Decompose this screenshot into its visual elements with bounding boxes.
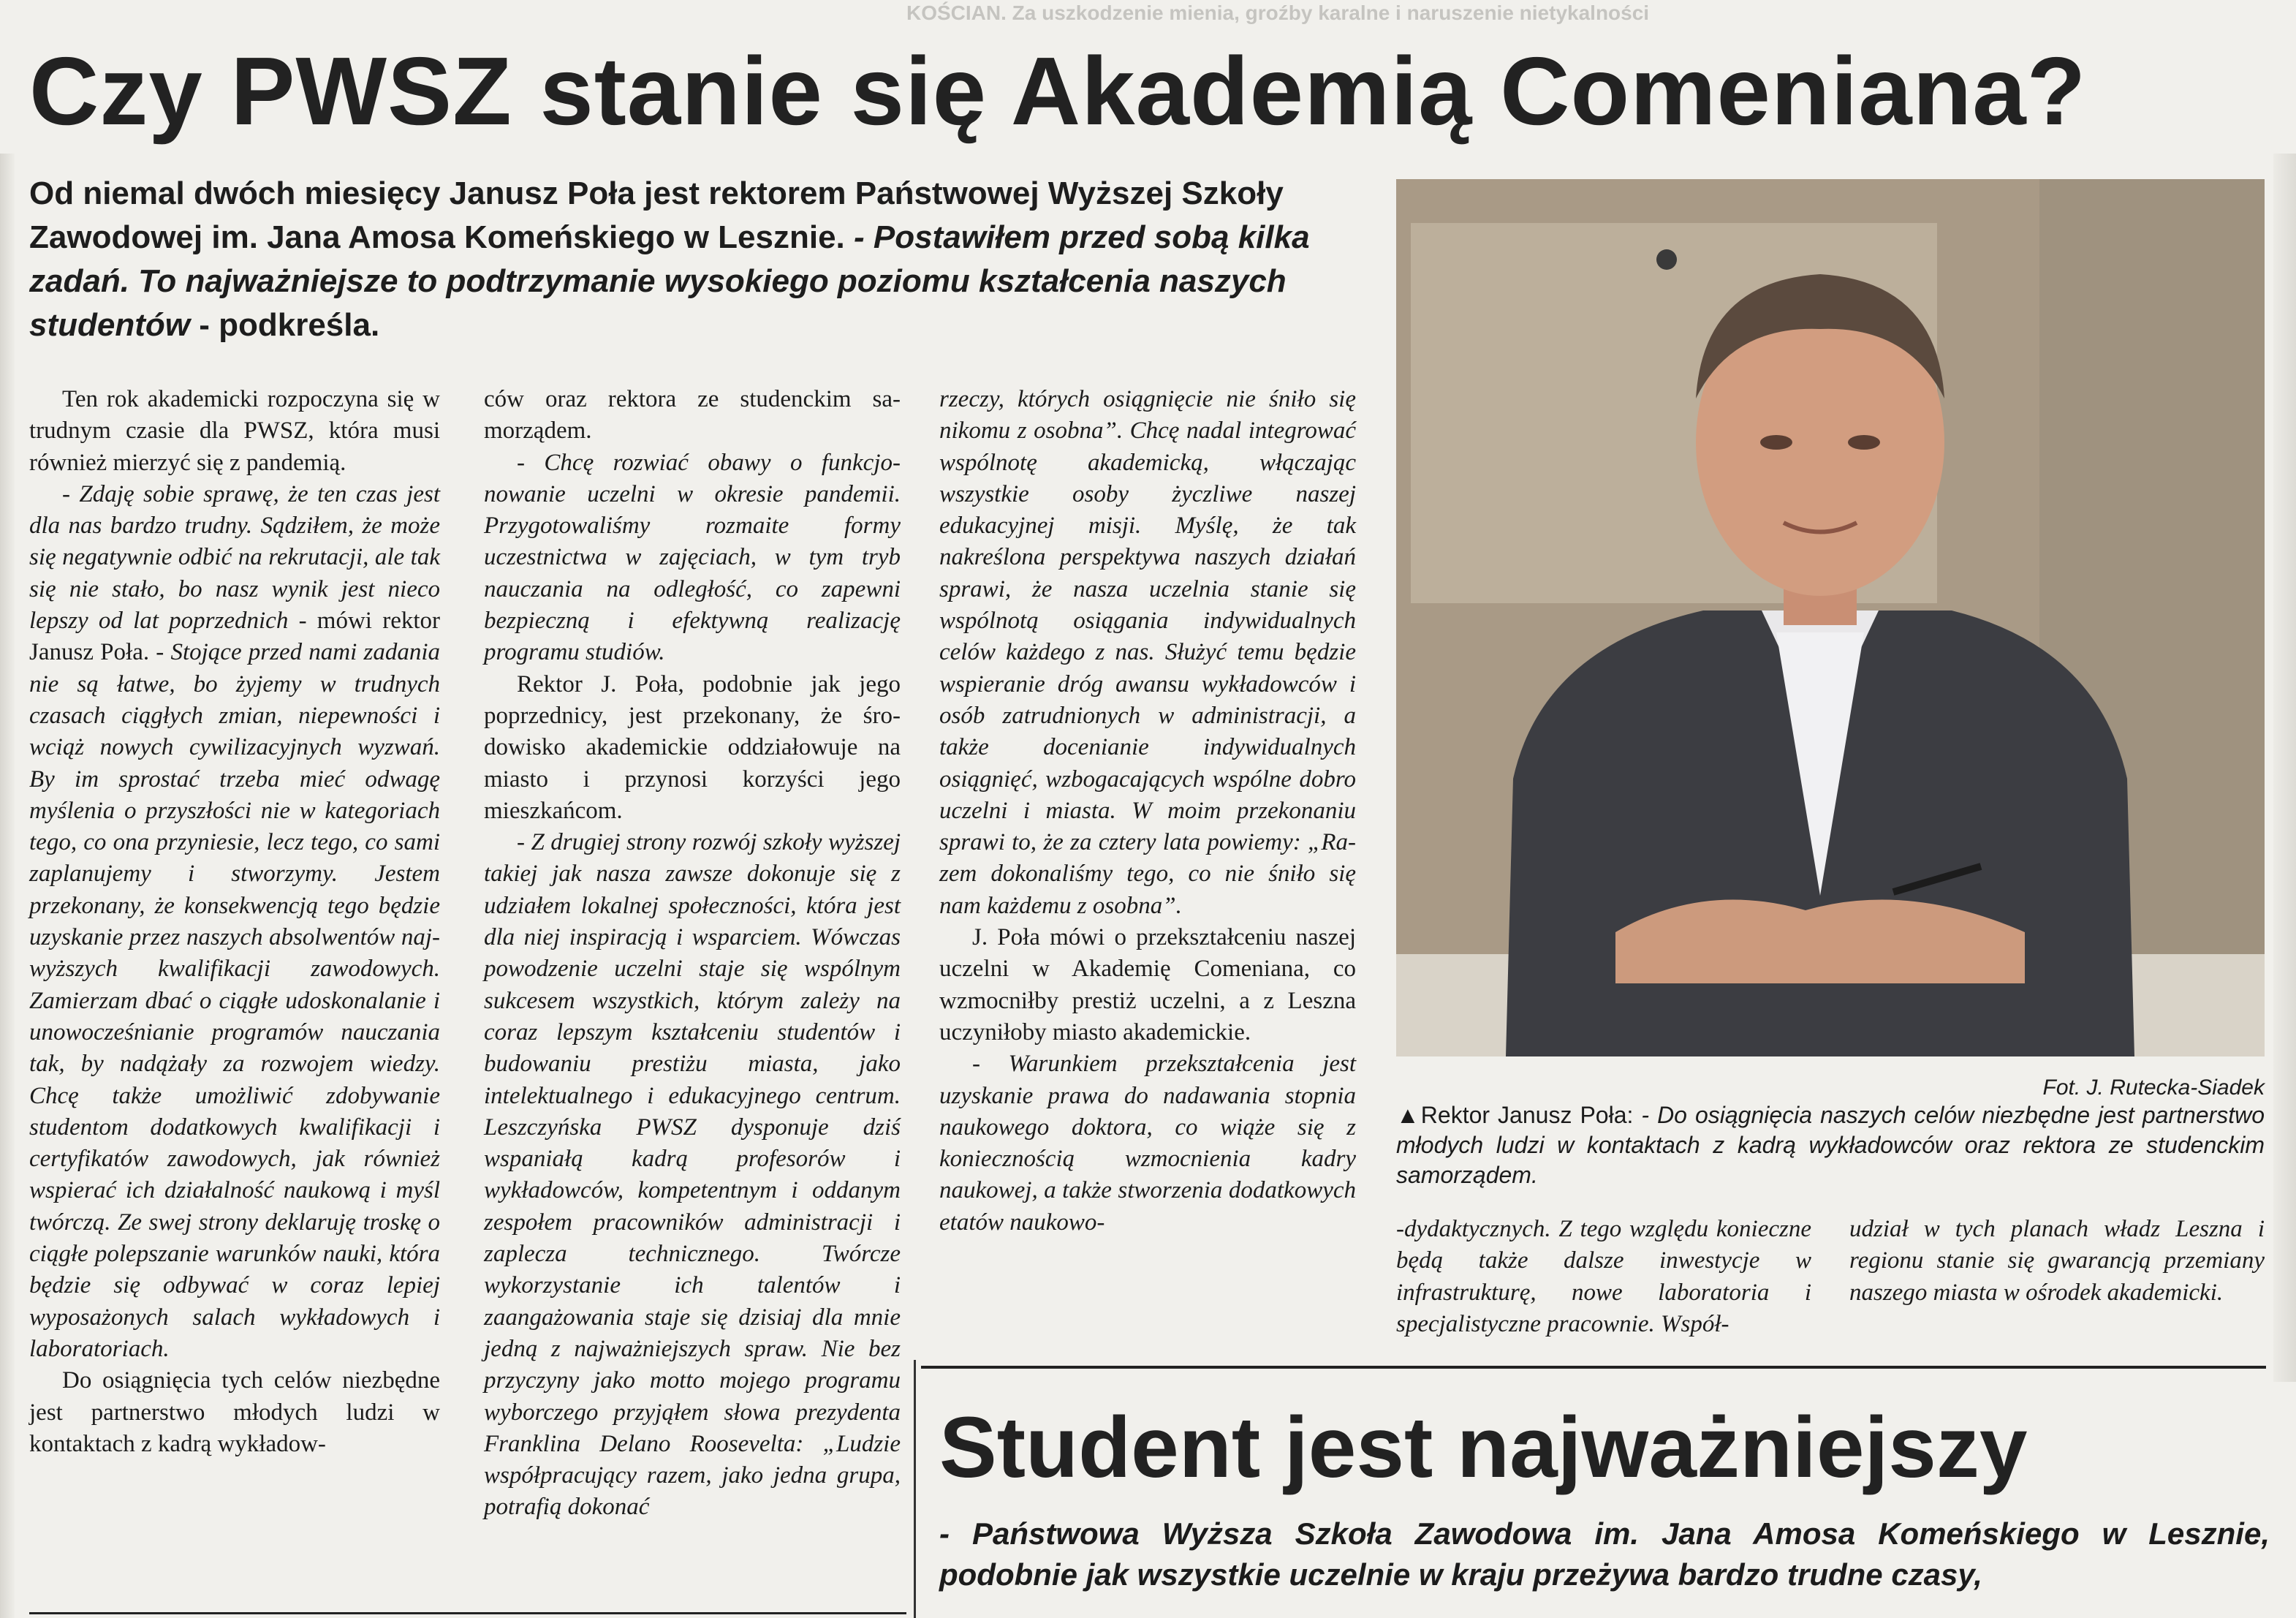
article-column-2 bbox=[484, 384, 901, 1524]
body-paragraph bbox=[939, 384, 1356, 922]
lead-bold: Od niemal dwóch miesięcy Janusz Poła jest rektorem Państwowej Wyższej Szkoły Zawodowej im. Jana Amosa Komeńskiego w Lesznie. bbox=[29, 175, 1284, 255]
body-paragraph bbox=[484, 447, 901, 669]
headline: Czy PWSZ stanie się Akademią Comeniana? bbox=[29, 37, 2087, 145]
body-paragraph bbox=[29, 1365, 440, 1460]
body-quote: - Stojące przed nami zadania nie są łatwe, bo żyjemy w trudnych czasach ciągłych zmian, niepewności i wciąż nowych cywilizacyjnych wyzwań. By im sprostać trzeba mieć odwagę myślenia o przyszłości nie w kategoriach tego, co ona przyniesie, lecz tego, co sami zaplanujemy i stworzymy. Jestem przekonany, że konsekwencją tego będzie uzyskanie przez naszych absolwentów najwyższych kwalifikacji zawodowych. Zamierzam dbać o ciągłe udoskonalanie i unowocześnianie programów nauczania tak, by nadążały za rozwojem wiedzy. Chcę także umożliwić zdobywanie studentom dodatkowych kwalifikacji i certyfikatów zawodowych, jak również wspierać ich działalność naukową i myśl twórczą. Ze swej strony deklaruję troskę o ciągłe polepszanie warunków nauki, która będzie się odbywać w coraz lepiej wyposażonych salach wykładowych i laboratoriach. bbox=[29, 639, 440, 1362]
photo-caption bbox=[1396, 1100, 2265, 1190]
article-column-3 bbox=[939, 384, 1356, 1239]
second-article-lead: - Państwowa Wyższa Szkoła Zawodowa im. Jana Amosa Komeńskiego w Lesznie, podobnie jak wszystkie uczelnie w kraju przeżywa bardzo trudne czasy, bbox=[939, 1516, 2270, 1592]
caption-text: - Do osiągnięcia naszych celów niezbędne jest partnerstwo młodych ludzi w kontaktach z kadrą wykładowców oraz rektora ze studenckim samorządem. bbox=[1396, 1102, 2265, 1188]
lead-quote: - Postawiłem przed sobą kilka zadań. To najważniejsze to podtrzymanie wysokiego poziomu kształcenia naszych studentów bbox=[29, 219, 1310, 343]
body-paragraph bbox=[29, 384, 440, 479]
body-text: Do osiągnięcia tych celów niezbędne jest partnerstwo młodych ludzi w kontaktach z kadrą wykładow- bbox=[29, 1367, 440, 1457]
body-text: J. Poła mówi o przekształceniu naszej uczelni w Akademię Comeniana, co wzmocniłby prestiż uczelni, a z Leszna uczyniłoby miasto akademickie. bbox=[939, 924, 1356, 1046]
article-divider bbox=[921, 1366, 2266, 1369]
neighbour-article-bleed: KOŚCIAN. Za uszkodzenie mienia, groźby karalne i naruszenie nietykalności bbox=[906, 1, 1650, 24]
body-quote: - Zdaję sobie sprawę, że ten czas jest dla nas bardzo trudny. Sądziłem, że może się negatywnie odbić na rekrutacji, ale tak się nie stało, bo nasz wynik jest nieco lepszy od lat poprzednich bbox=[29, 480, 440, 635]
caption-prefix: ▲Rektor Janusz Poła: bbox=[1396, 1102, 1634, 1128]
body-paragraph bbox=[939, 1048, 1356, 1239]
body-text: Ten rok akademicki rozpoczyna się w trudnym czasie dla PWSZ, która musi również mierzyć się z pandemią. bbox=[29, 386, 440, 476]
body-quote: - Chcę rozwiać obawy o funkcjonowanie uczelni w okresie pandemii. Przygotowaliśmy rozmaite formy uczestnictwa w zajęciach, w tym tryb nauczania na odległość, co zapewni bezpieczną i efektywną realizację programu studiów. bbox=[484, 449, 901, 666]
body-paragraph bbox=[484, 384, 901, 447]
body-quote: - Warunkiem przekształcenia jest uzyskanie prawa do nadawania stopnia naukowego doktora, co wiąże się z koniecznością wzmocnienia kadry naukowej, a także stworzenia dodatkowych etatów naukowo- bbox=[939, 1051, 1356, 1236]
body-paragraph bbox=[484, 827, 901, 1524]
page-edge-right bbox=[2273, 154, 2296, 1382]
article-column-5 bbox=[1849, 1214, 2265, 1309]
body-quote: udział w tych planach władz Leszna i regionu stanie się gwarancją przemiany naszego miasta w ośrodek akademicki. bbox=[1849, 1216, 2265, 1306]
body-quote: - Z drugiej strony rozwój szkoły wyższej takiej jak nasza zawsze dokonuje się z udziałem lokalnej społeczności, która jest dla niej inspiracją i wsparciem. Wówczas powodzenie uczelni staje się wspólnym sukcesem wszystkich, którym zależy na coraz lepszym kształceniu studentów i budowaniu prestiżu miasta, jako intelektualnego i edukacyjnego centrum. Leszczyńska PWSZ dysponuje dziś wspaniałą kadrą profesorów i wykładowców, kompetentnym i oddanym zespołem pracowników administracji i zaplecza technicznego. Twórcze wykorzystanie ich talentów i zaangażowania staje się dzisiaj dla mnie jedną z najważniejszych spraw. Nie bez przyczyny jako motto mojego programu wyborczego przyjąłem słowa prezydenta Franklina Delano Roosevelta: „Ludzie współpracujący razem, jako jedna grupa, potrafią dokonać bbox=[484, 829, 901, 1521]
body-text: Rektor J. Poła, podobnie jak jego poprzednicy, jest przekonany, że środowisko akademickie oddziałowuje na miasto i przynosi korzyści jego mieszkańcom. bbox=[484, 670, 901, 824]
page-edge-left bbox=[0, 154, 15, 1618]
rector-portrait-image bbox=[1396, 179, 2265, 1056]
column-rule bbox=[914, 1360, 916, 1618]
lead-paragraph bbox=[29, 172, 1360, 347]
article-column-1 bbox=[29, 384, 440, 1460]
body-paragraph bbox=[1396, 1214, 1811, 1340]
body-quote: rzeczy, których osiągnięcie nie śniło się nikomu z osobna”. Chcę nadal integrować wspólnotę akademicką, włączając wszystkie osoby życzliwe naszej edukacyjnej misji. Myślę, że tak nakreślona perspektywa naszych działań sprawi, że nasza uczelnia stanie się wspólnotą osiągania indywidualnych celów każdego z nas. Służyć temu będzie wspieranie dróg awansu wykładowców i osób zatrudnionych w administracji, a także docenianie indywidualnych osiągnięć, wzbogacających wspólne dobro uczelni i miasta. W moim przekonaniu sprawi to, że za cztery lata powiemy: „Razem dokonaliśmy tego, co nie śniło się nam każdemu z osobna”. bbox=[939, 386, 1356, 919]
body-paragraph bbox=[1849, 1214, 2265, 1309]
body-paragraph bbox=[29, 479, 440, 1365]
second-article-headline: Student jest najważniejszy bbox=[939, 1399, 2028, 1496]
body-paragraph bbox=[939, 922, 1356, 1048]
page-bottom-rule bbox=[29, 1612, 906, 1614]
photo-credit: Fot. J. Rutecka-Siadek bbox=[2042, 1075, 2265, 1100]
rector-photo bbox=[1396, 179, 2265, 1056]
body-text: - mówi rektor Janusz Poła. bbox=[29, 608, 440, 666]
lead-tail: - podkreśla. bbox=[199, 307, 380, 343]
body-text: ców oraz rektora ze studenckim samorządem. bbox=[484, 386, 901, 445]
body-paragraph bbox=[484, 669, 901, 827]
article-column-4 bbox=[1396, 1214, 1811, 1340]
body-quote: -dydaktycznych. Z tego względu konieczne będą także dalsze inwestycje w infrastrukturę, nowe laboratoria i specjalistyczne pracownie. Współ- bbox=[1396, 1216, 1811, 1337]
